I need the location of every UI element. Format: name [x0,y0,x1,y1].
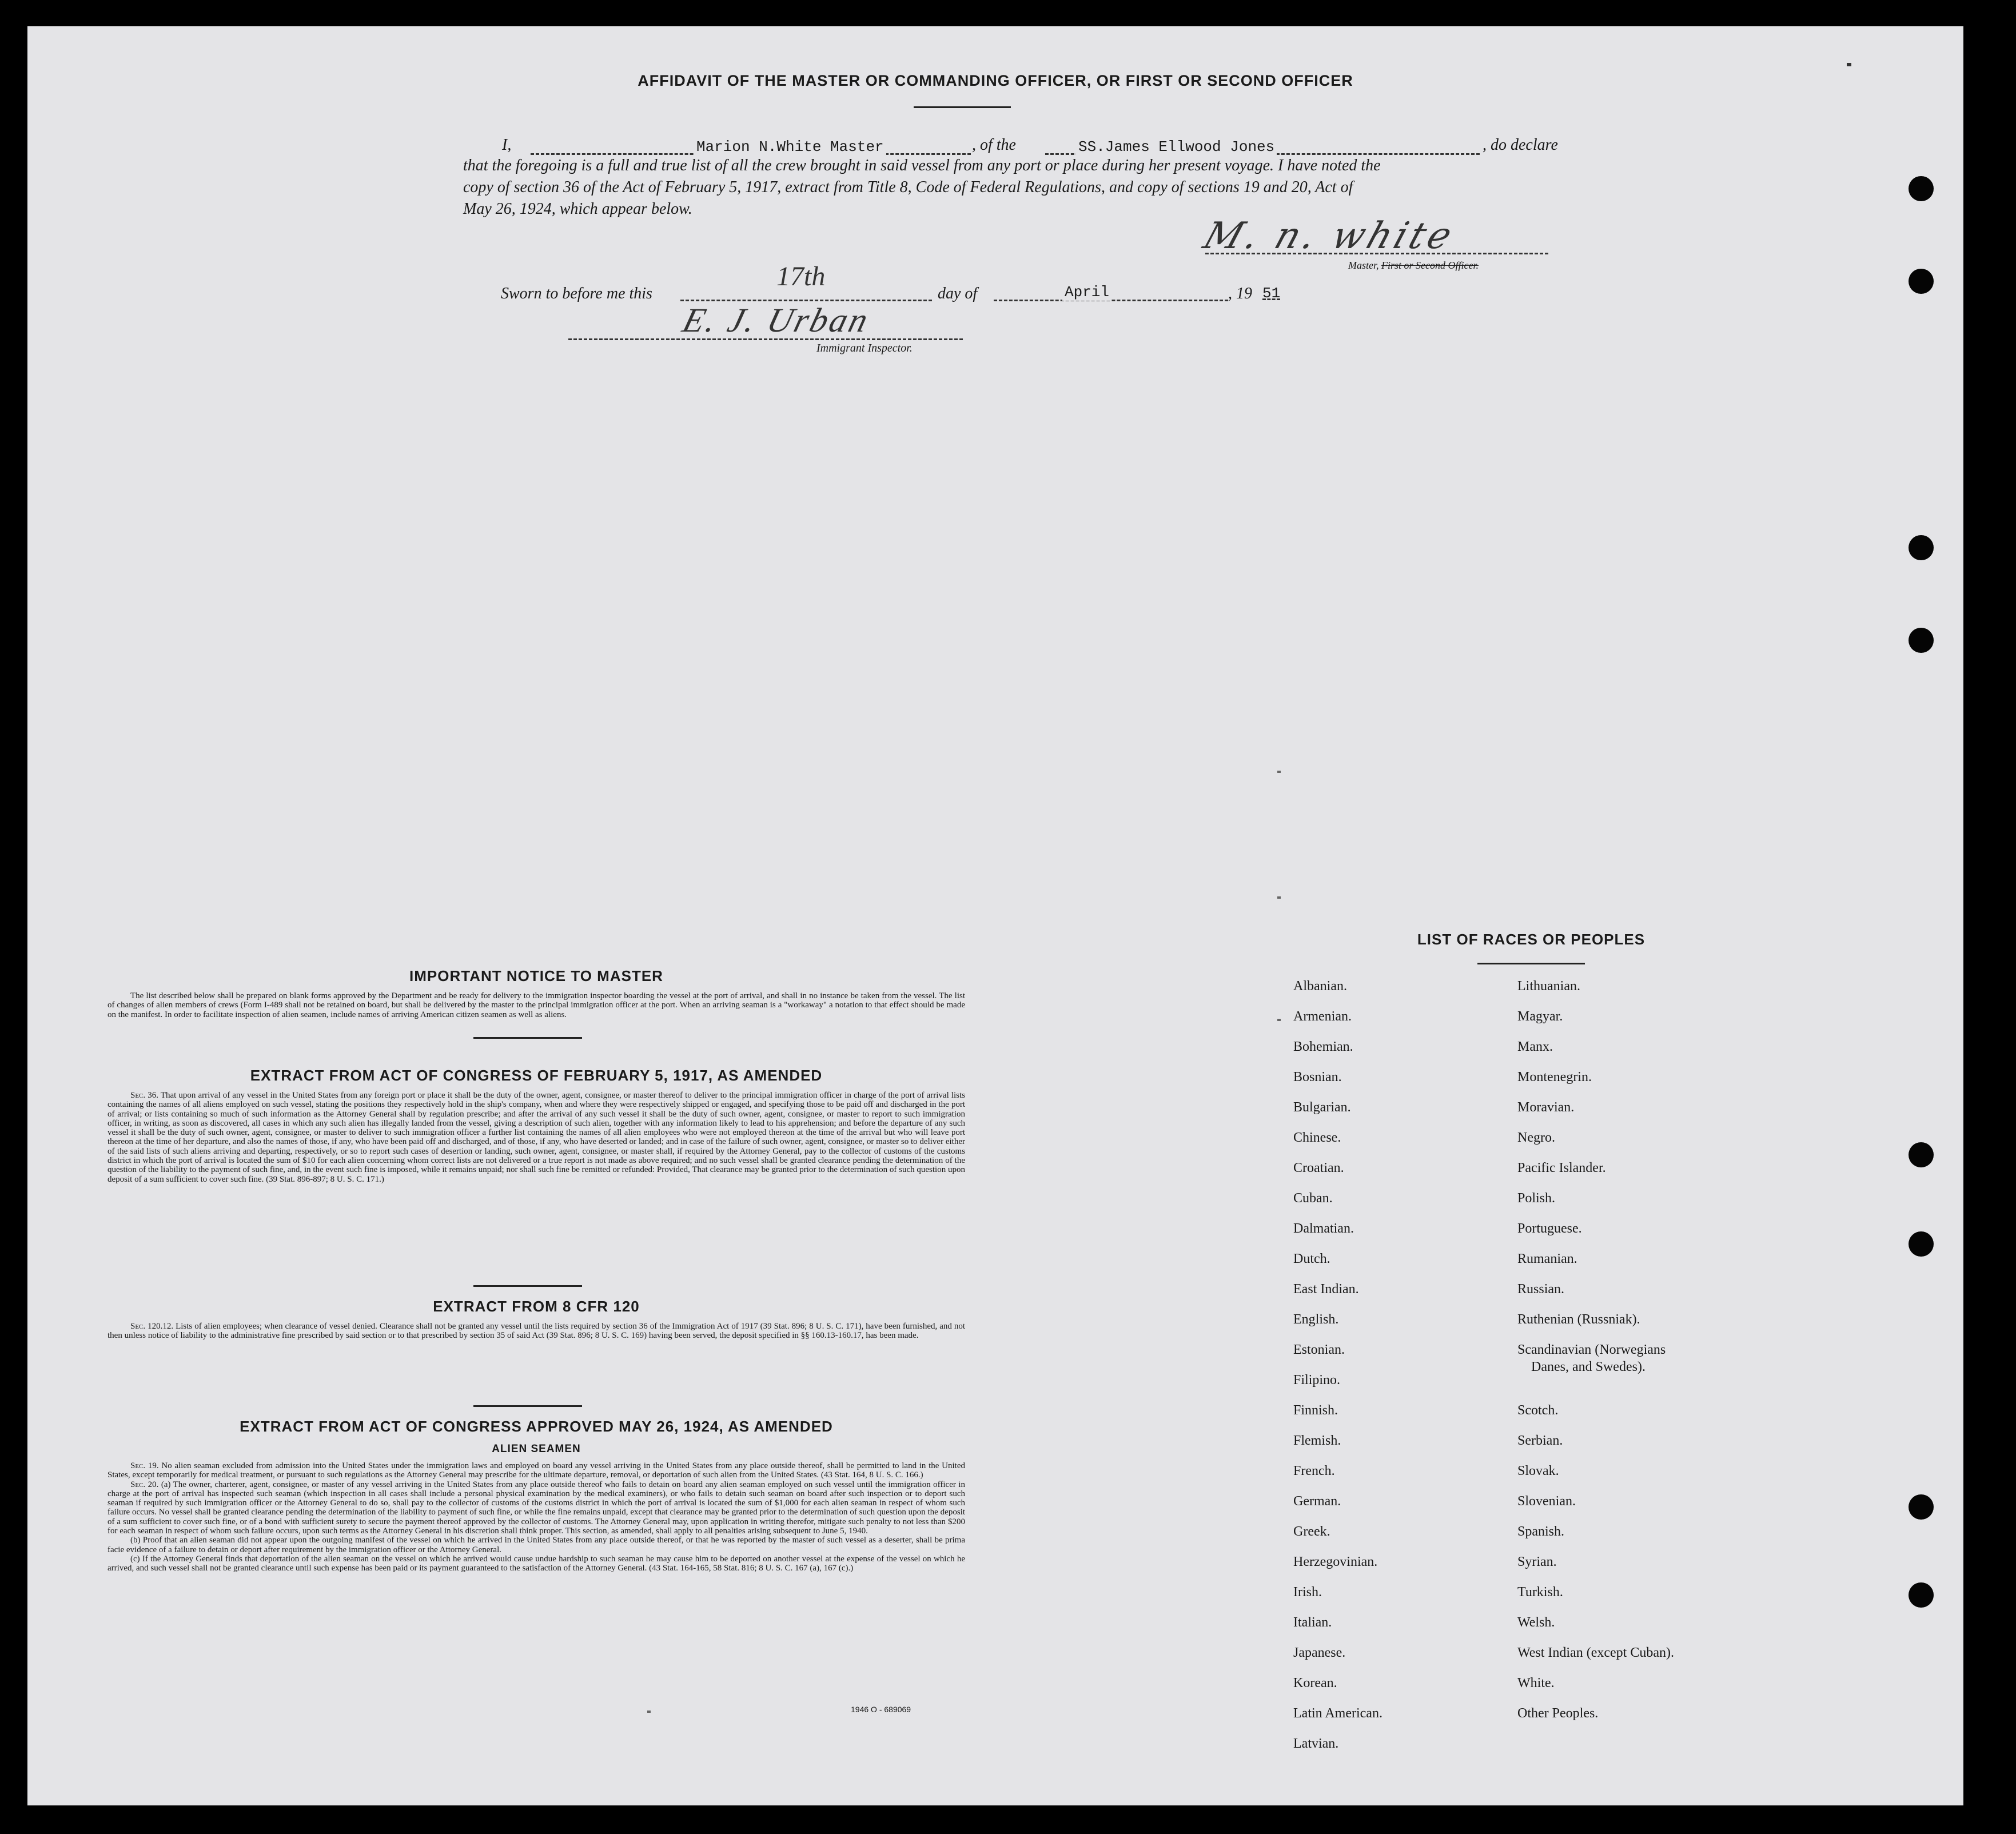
punch-hole [1909,628,1934,653]
affidavit-i: I, [502,136,512,154]
title-rule [914,106,1011,108]
race-left-item: Chinese. [1293,1130,1341,1145]
race-left-item: Dutch. [1293,1251,1330,1266]
race-right-item: Magyar. [1517,1009,1563,1024]
race-left-item: Japanese. [1293,1645,1346,1660]
race-right-item: West Indian (except Cuban). [1517,1645,1674,1660]
master-signature-line [1205,253,1548,254]
race-left-item: German. [1293,1494,1341,1509]
day-value: 17th [776,261,826,292]
day-of-text: day of [938,285,978,302]
race-left-item: English. [1293,1312,1339,1327]
race-right-item: Lithuanian. [1517,979,1580,994]
race-right-item: Syrian. [1517,1554,1557,1569]
race-right-item: Slovenian. [1517,1494,1576,1509]
race-right-item: Turkish. [1517,1585,1563,1600]
sec-36-text: That upon arrival of any vessel in the United States from any foreign port or place it shall be the duty of the owner, agent, consignee, or master thereof to deliver to the principal immigration officer in charge of the port of arrival lists containing the names of all aliens employed on such vessel, stating the positions they respectively hold in the ship's company, when and where they were respectively shipped or engaged, and specifying those to be paid off and discharged in the port of arrival; or lists containing so much of such information as the Attorney General shall by regulation prescribe; and after the arrival of any such vessel it shall be the duty of such owner, agent, consignee, or master to report to such immigration officer, in writing, as soon as discovered, all cases in which any such alien has illegally landed from the vessel, giving a description of such alien, together with any information likely to lead to his apprehension; and before the departure of any such vessel it shall be the duty of such owner, agent, consignee, or master to deliver to such immigration officer a further list containing the names of all alien employees who were not employed thereon at the time of the arrival but who will leave port thereon at the time of her departure, and also the names of those, if any, who have been paid off and discharged, and of those, if any, who have deserted or landed; and in case of the failure of such owner, agent, consignee, or master so to deliver either of the said lists of such aliens arriving and departing, respectively, or so to report such cases of desertion or landing, such owner, agent, consignee, or master shall, if required by the Attorney General, pay to the collector of customs of the customs district in which the port of arrival is located the sum of $10 for each alien concerning whom correct lists are not delivered or a true report is not made as above required; and no such vessel shall be granted clearance pending the determination of the question of the liability to the payment of such fine, and, in the event such fine is imposed, while it remains unpaid; nor shall such fine be remitted or refunded: Provided, That clearance may be granted prior to the determination of such question upon deposit of a sum sufficient to cover such fine. (39 Stat. 896-897; 8 U. S. C. 171.) [107,1091,965,1184]
notice-text: The list described below shall be prepared on blank forms approved by the Department and be ready for delivery to the immigration inspector boarding the vessel at the port of arrival, and shall in no instance be taken from the vessel. The list of changes of alien members of crews (Form I-489 shall not be retained on board, but shall be delivered by the master to the principal immigration officer at the port. When an arriving seaman is a "workaway" a notation to that effect should be made on the manifest. In order to facilitate inspection of alien seamen, include names of arriving American citizen seamen as well as aliens. [107,991,965,1019]
race-left-item: Filipino. [1293,1373,1341,1388]
race-left-item: Greek. [1293,1524,1330,1539]
do-declare-text: , do declare [1483,136,1558,154]
extract1-rule [473,1285,582,1287]
sec-20a-text [107,1480,965,1536]
extract3-subtitle: ALIEN SEAMEN [492,1443,581,1455]
race-left-item: Finnish. [1293,1403,1338,1418]
affidavit-line-3: copy of section 36 of the Act of February 5, 1917, extract from Title 8, Code of Federal Regulations, and copy of sections 19 and 20, Act of [463,178,1353,196]
sec-20b-text: (b) Proof that an alien seaman did not appear upon the outgoing manifest of the vessel on which he arrived in the United States from any place outside thereof, or that he was reported by the master of such vessel as a deserter, shall be prima facie evidence of a failure to detain or deport after requirement by the immigration officer or the Attorney General. [107,1536,965,1554]
punch-hole [1909,1231,1934,1257]
sec-20a-body: (a) The owner, charterer, agent, consignee, or master of any vessel arriving in the United States from any place outside thereof who fails to detain on board any alien seaman employed on such vessel until the immigration officer in charge at the port of arrival has inspected such seaman (which inspection in all cases shall include a personal physical examination by the medical examiners), or who fails to detain such seaman on board after such inspection or to deport such seaman if required by such immigration officer or the Attorney General to do so, shall pay to the collector of customs of the customs district in which the port of arrival is located the sum of $1,000 for each alien seaman in respect of whom such failure occurs. No vessel shall be granted clearance pending the determination of the liability to payment of such fine, or while the fine remains unpaid, except that clearance may be granted prior to the determination of such question upon the deposit of a sum sufficient to cover such fine, or of a bond with sufficient surety to secure the payment thereof approved by the collector of customs. The Attorney General may, upon application in writing therefor, mitigate such penalty to not less than $200 for each seaman in respect of whom such failure occurs, upon such terms as the Attorney General in his discretion shall think proper. This section, as amended, shall apply to all penalties arising subsequent to June 5, 1940. [107,1480,965,1536]
race-left-item: Irish. [1293,1585,1322,1600]
race-left-item: Armenian. [1293,1009,1352,1024]
affidavit-title: AFFIDAVIT OF THE MASTER OR COMMANDING OFFICER, OR FIRST OR SECOND OFFICER [638,72,1353,89]
race-right-item: Spanish. [1517,1524,1565,1539]
of-the-text: , of the [972,136,1016,154]
vessel-name-field: SS.James Ellwood Jones [1076,138,1277,156]
races-rule [1477,963,1585,964]
year-field: 51 [1262,285,1281,302]
race-right-item: Rumanian. [1517,1251,1577,1266]
sworn-text: Sworn to before me this [501,285,652,302]
sec-19-label: Sec. 19. [130,1461,159,1470]
race-left-item: Latin American. [1293,1706,1382,1721]
master-caption-officer: First or Second Officer. [1381,260,1479,271]
extract2-rule [473,1405,582,1407]
race-left-item: Albanian. [1293,979,1347,994]
race-right-item: Pacific Islander. [1517,1161,1606,1175]
affidavit-line-4: May 26, 1924, which appear below. [463,200,692,218]
race-left-item: Cuban. [1293,1191,1333,1206]
master-caption-master: Master, [1348,260,1379,271]
race-left-item: Dalmatian. [1293,1221,1354,1236]
races-title: LIST OF RACES OR PEOPLES [1417,931,1646,948]
affidavit-line-2: that the foregoing is a full and true list of all the crew brought in said vessel from any port or place during her present voyage. I have noted the [463,157,1381,174]
race-left-item: Korean. [1293,1676,1337,1691]
stray-mark [1277,1019,1281,1021]
sec-36-label: Sec. 36. [130,1091,158,1100]
inspector-signature: E. J. Urban [679,301,874,339]
race-right-item: Negro. [1517,1130,1555,1145]
inspector-caption: Immigrant Inspector. [816,342,913,354]
race-right-item: Portuguese. [1517,1221,1582,1236]
race-left-item: Latvian. [1293,1736,1339,1751]
extract2-text [107,1322,965,1341]
notice-rule [473,1037,582,1039]
race-left-item: Flemish. [1293,1433,1341,1448]
race-left-item: East Indian. [1293,1282,1359,1297]
punch-hole [1909,1142,1934,1167]
race-right-item: Polish. [1517,1191,1556,1206]
stray-mark [1277,771,1281,773]
month-field: April [1062,284,1111,301]
extract1-text [107,1091,965,1184]
race-left-item: Estonian. [1293,1342,1345,1357]
race-right-item: Scotch. [1517,1403,1559,1418]
sec-19-body: No alien seaman excluded from admission into the United States under the immigration laws and employed on board any vessel arriving in the United States from any place outside thereof, shall be permitted to land in the United States, except temporarily for medical treatment, or pursuant to such regulations as the Attorney General may prescribe for the ultimate departure, removal, or deportation of such alien from the United States. (43 Stat. 164, 8 U. S. C. 166.) [107,1461,965,1480]
document-page [27,26,1963,1805]
race-right-item: Ruthenian (Russniak). [1517,1312,1640,1327]
race-left-item: French. [1293,1464,1335,1478]
race-right-item: Russian. [1517,1282,1565,1297]
printer-line: 1946 O - 689069 [851,1705,911,1714]
race-left-item: Bosnian. [1293,1070,1342,1085]
sec-20-label: Sec. 20. [130,1480,159,1489]
extract3-title: EXTRACT FROM ACT OF CONGRESS APPROVED MAY 26, 1924, AS AMENDED [240,1418,833,1435]
race-right-item: White. [1517,1676,1555,1691]
race-right-item: Scandinavian (Norwegians [1517,1342,1666,1357]
punch-hole [1909,176,1934,201]
sec-19-text [107,1461,965,1480]
sec-20c-text: (c) If the Attorney General finds that deportation of the alien seaman on the vessel on which he arrived would cause undue hardship to such seaman he may cause him to be deported on another vessel at the expense of the vessel on which he arrived, and such vessel shall not be granted clearance until such expense has been paid or its payment guaranteed to the satisfaction of the Attorney General. (43 Stat. 164-165, 58 Stat. 816; 8 U. S. C. 167 (a), 167 (c).) [107,1554,965,1573]
race-left-item: Bohemian. [1293,1039,1353,1054]
race-right-item: Serbian. [1517,1433,1563,1448]
extract1-title: EXTRACT FROM ACT OF CONGRESS OF FEBRUARY 5, 1917, AS AMENDED [250,1067,823,1084]
stray-mark [647,1711,651,1713]
race-right-item: Welsh. [1517,1615,1555,1630]
race-right-item: Other Peoples. [1517,1706,1599,1721]
master-name-field: Marion N.White Master [694,138,886,156]
extract3-body [107,1461,965,1573]
punch-hole [1909,535,1934,560]
year-prefix: , 19 [1228,285,1252,302]
race-left-item: Bulgarian. [1293,1100,1351,1115]
stray-mark [1847,63,1851,66]
race-right-item: Montenegrin. [1517,1070,1592,1085]
race-left-item: Herzegovinian. [1293,1554,1378,1569]
race-right-item: Moravian. [1517,1100,1575,1115]
punch-hole [1909,269,1934,294]
master-signature: M. n. white [1198,215,1461,257]
stray-mark [1277,896,1281,899]
inspector-signature-line [568,338,963,340]
race-left-item: Croatian. [1293,1161,1344,1175]
sec-120-label: Sec. 120.12. [130,1322,174,1331]
sec-120-text: Lists of alien employees; when clearance of vessel denied. Clearance shall not be granted any vessel until the lists required by section 36 of the Immigration Act of 1917 (39 Stat. 896; 8 U. S. C. 171), have been furnished, and not then unless notice of liability to the administrative fine prescribed by said section or to that prescribed by section 35 of said Act (39 Stat. 896; 8 U. S. C. 169) having been served, the deposit specified in §§ 160.13-160.17, has been made. [107,1322,966,1341]
notice-title: IMPORTANT NOTICE TO MASTER [409,967,663,984]
race-right-item: Manx. [1517,1039,1553,1054]
punch-hole [1909,1582,1934,1608]
race-right-item: Danes, and Swedes). [1531,1359,1646,1374]
master-caption [1348,260,1479,272]
race-left-item: Italian. [1293,1615,1332,1630]
punch-hole [1909,1494,1934,1520]
race-right-item: Slovak. [1517,1464,1559,1478]
extract2-title: EXTRACT FROM 8 CFR 120 [433,1298,640,1315]
